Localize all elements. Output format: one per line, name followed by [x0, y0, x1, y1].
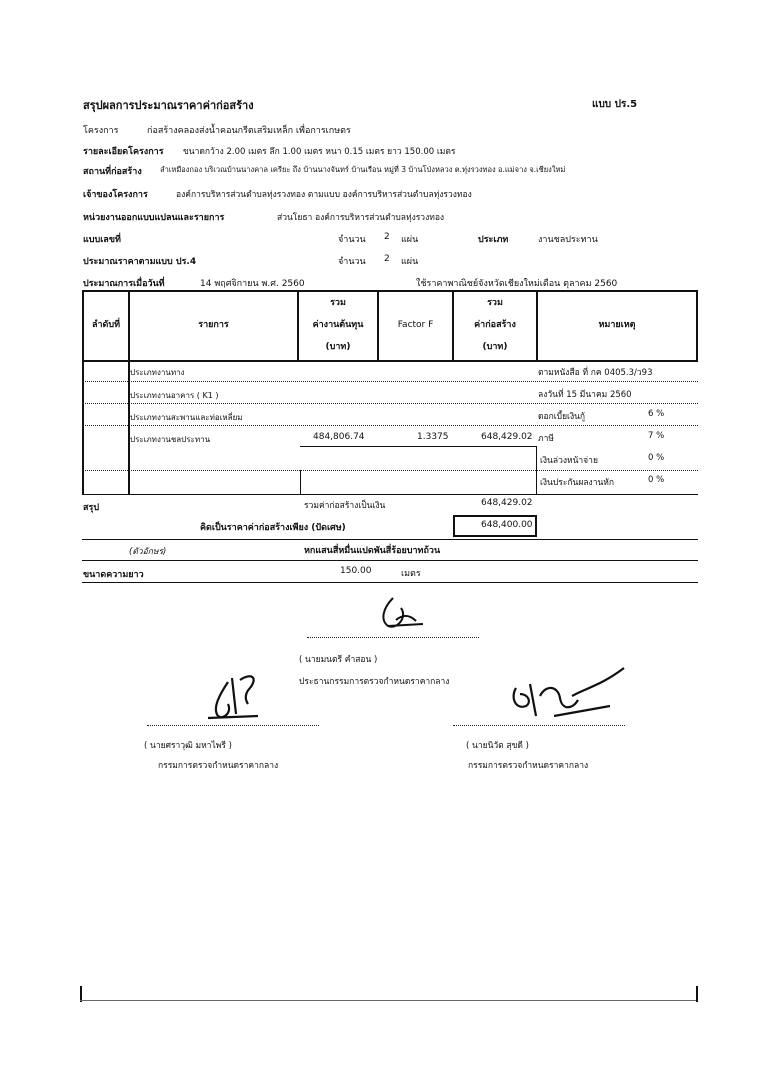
- estimate-count-label: จำนวน: [338, 257, 366, 267]
- designer-label: หน่วยงานออกแบบแปลนและรายการ: [83, 213, 225, 223]
- col-header-cost-top: รวม: [330, 298, 346, 308]
- estimate-unit: แผ่น: [401, 257, 419, 267]
- row-remark-label: ภาษี: [538, 434, 554, 444]
- location-value: ลำเหมืองกอง บริเวณบ้านนางคาล เครียะ ถึง บ้านนางจันทร์ บ้านเรือน หมู่ที่ 3 บ้านโป่งหลวง ต.ทุ่งรวงทอง อ.แม่จาง จ.เชียงใหม่: [160, 165, 566, 174]
- designer-value: ส่วนโยธา องค์การบริหารส่วนตำบลทุ่งรวงทอง: [277, 213, 445, 223]
- drawing-count-label: จำนวน: [338, 235, 366, 245]
- row-remark-value: 0 %: [648, 453, 665, 463]
- col-header-total: ค่าก่อสร้าง: [474, 320, 516, 330]
- price-reference: ใช้ราคาพาณิชย์จังหวัดเชียงใหม่เดือน ตุลาคม 2560: [416, 279, 618, 289]
- row-remark-value: 7 %: [648, 431, 665, 441]
- length-value: 150.00: [340, 566, 372, 576]
- chair-signature-image: [368, 590, 438, 632]
- summary-label: สรุป: [83, 503, 100, 513]
- form-code: แบบ ปร.5: [592, 99, 638, 110]
- row-factor: 1.3375: [417, 432, 449, 442]
- length-label: ขนาดความยาว: [83, 570, 144, 580]
- col-header-remark: หมายเหตุ: [598, 320, 636, 330]
- drawing-count: 2: [384, 232, 390, 242]
- detail-label: รายละเอียดโครงการ: [83, 147, 164, 157]
- date-label: ประมาณการเมื่อวันที่: [83, 279, 165, 289]
- estimate-label: ประมาณราคาตามแบบ ปร.4: [83, 257, 197, 267]
- col-header-cost: ค่างานต้นทุน: [312, 320, 364, 330]
- row-total: 648,429.02: [481, 432, 533, 442]
- type-value: งานชลประทาน: [538, 235, 598, 245]
- left-signature-line: [147, 725, 319, 726]
- left-title: กรรมการตรวจกำหนดราคากลาง: [158, 761, 279, 771]
- summary-rounded-value: 648,400.00: [481, 520, 533, 530]
- right-signature-line: [453, 725, 625, 726]
- col-header-total-unit: (บาท): [482, 342, 508, 352]
- col-header-total-top: รวม: [487, 298, 503, 308]
- row-item: ประเภทงานอาคาร ( K1 ): [130, 391, 219, 400]
- row-item: ประเภทงานชลประทาน: [130, 435, 211, 444]
- row-remark-label: ตามหนังสือ ที่ กค 0405.3/ว93: [538, 368, 653, 378]
- col-header-cost-unit: (บาท): [325, 342, 351, 352]
- col-header-item: รายการ: [198, 320, 229, 330]
- row-cost: 484,806.74: [313, 432, 365, 442]
- row-remark-label: ลงวันที่ 15 มีนาคม 2560: [538, 390, 632, 400]
- chair-signature-line: [307, 637, 479, 638]
- project-label: โครงการ: [83, 126, 119, 136]
- summary-total-value: 648,429.02: [481, 498, 533, 508]
- row-remark-value: 0 %: [648, 475, 665, 485]
- row-item: ประเภทงานทาง: [130, 368, 185, 377]
- row-item: ประเภทงานสะพานและท่อเหลี่ยม: [130, 413, 243, 422]
- row-remark-label: เงินประกันผลงานหัก: [540, 478, 615, 488]
- right-title: กรรมการตรวจกำหนดราคากลาง: [468, 761, 589, 771]
- scan-bottom-edge: [80, 1000, 698, 1001]
- col-header-no: ลำดับที่: [91, 320, 121, 330]
- location-label: สถานที่ก่อสร้าง: [83, 167, 142, 177]
- owner-label: เจ้าของโครงการ: [83, 190, 148, 200]
- summary-total-label: รวมค่าก่อสร้างเป็นเงิน: [304, 501, 386, 511]
- drawing-label: แบบเลขที่: [83, 235, 121, 245]
- chair-name: ( นายมนตรี คำสอน ): [299, 655, 378, 665]
- col-header-factor: Factor F: [397, 320, 434, 330]
- detail-value: ขนาดกว้าง 2.00 เมตร ลึก 1.00 เมตร หนา 0.15 เมตร ยาว 150.00 เมตร: [183, 147, 456, 157]
- project-value: ก่อสร้างคลองส่งน้ำคอนกรีตเสริมเหล็ก เพื่อการเกษตร: [147, 126, 351, 136]
- estimate-count: 2: [384, 254, 390, 264]
- document-title: สรุปผลการประมาณราคาค่าก่อสร้าง: [83, 99, 254, 112]
- type-label: ประเภท: [478, 235, 509, 245]
- right-signature-image: [500, 660, 630, 730]
- summary-text-value: หกแสนสี่หมื่นแปดพันสี่ร้อยบาทถ้วน: [304, 546, 441, 556]
- right-name: ( นายนิวัต สุขดี ): [466, 741, 529, 751]
- chair-title: ประธานกรรมการตรวจกำหนดราคากลาง: [299, 677, 450, 687]
- scan-edge-mark: [696, 986, 698, 1002]
- summary-rounded-label: คิดเป็นราคาค่าก่อสร้างเพียง (ปัดเศษ): [200, 523, 346, 533]
- row-remark-label: เงินล่วงหน้าจ่าย: [540, 456, 598, 466]
- row-remark-label: ดอกเบี้ยเงินกู้: [538, 412, 586, 422]
- owner-value: องค์การบริหารส่วนตำบลทุ่งรวงทอง ตามแบบ องค์การบริหารส่วนตำบลทุ่งรวงทอง: [176, 190, 472, 200]
- row-remark-value: 6 %: [648, 409, 665, 419]
- summary-text-label: (ตัวอักษร): [129, 547, 167, 557]
- left-signature-image: [198, 668, 278, 724]
- left-name: ( นายศราวุฒิ มหาไพรี ): [144, 741, 232, 751]
- length-unit: เมตร: [401, 569, 421, 579]
- date-value: 14 พฤศจิกายน พ.ศ. 2560: [200, 279, 305, 289]
- drawing-unit: แผ่น: [401, 235, 419, 245]
